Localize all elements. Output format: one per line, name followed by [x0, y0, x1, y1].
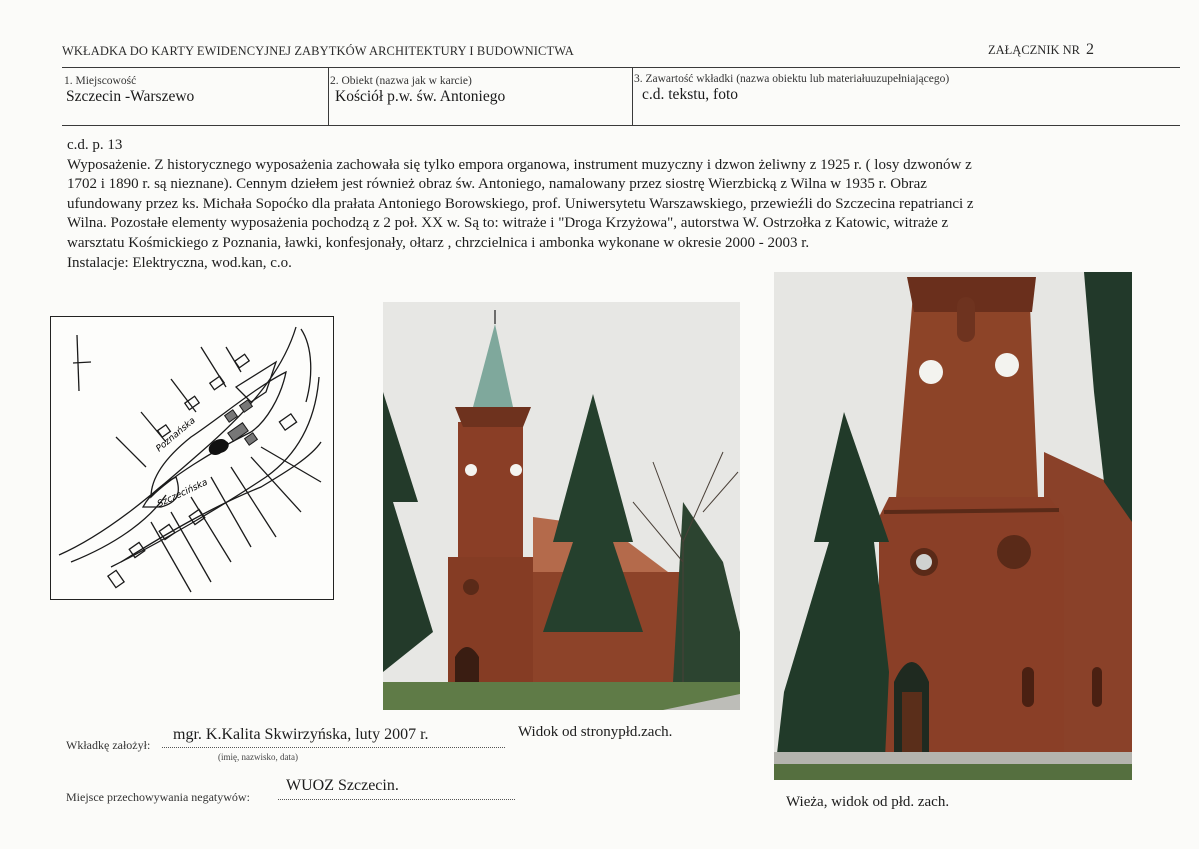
table-divider-1	[328, 68, 329, 125]
cell-object-value: Kościół p.w. św. Antoniego	[335, 88, 506, 105]
cell-contents-value: c.d. tekstu, foto	[642, 86, 738, 103]
cell-locality-value: Szczecin -Warszewo	[66, 88, 195, 105]
map-drawing	[51, 317, 333, 599]
location-map-sketch	[50, 316, 334, 600]
author-label: Wkładkę założył:	[66, 738, 151, 752]
storage-value: WUOZ Szczecin.	[286, 777, 399, 794]
author-value: mgr. K.Kalita Skwirzyńska, luty 2007 r.	[173, 726, 429, 743]
cell-locality-label: 1. Miejscowość	[64, 75, 137, 87]
text-line: warsztatu Kośmickiego z Poznania, ławki, konfesjonały, ołtarz , chrzcielnica i ambonka wykonane w okresie 2000 - 2003 r.	[67, 234, 810, 251]
table-top-border	[62, 67, 1180, 68]
cell-contents	[634, 73, 949, 104]
annex-label-text: ZAŁĄCZNIK NR	[988, 43, 1081, 57]
table-bottom-border	[62, 125, 1180, 126]
photo-1-caption: Widok od stronypłd.zach.	[518, 724, 673, 740]
annex-number: 2	[1086, 41, 1095, 58]
text-line: 1702 i 1890 r. są nieznane). Cennym dziełem jest również obraz św. Antoniego, namalowany przez siostrę Wierzbicką z Wilna w 1935 r. Obraz	[67, 176, 927, 193]
church-marker	[209, 439, 229, 455]
photo-2-caption: Wieża, widok od płd. zach.	[786, 794, 950, 810]
cell-object-label: 2. Obiekt (nazwa jak w karcie)	[330, 75, 472, 87]
text-line: Instalacje: Elektryczna, wod.kan, c.o.	[67, 254, 292, 271]
annex-label	[988, 41, 1094, 59]
photo-church-southwest-view	[383, 302, 740, 710]
document-title: WKŁADKA DO KARTY EWIDENCYJNEJ ZABYTKÓW ARCHITEKTURY I BUDOWNICTWA	[62, 44, 574, 58]
text-line: ufundowany przez ks. Michała Sopoćko dla prałata Antoniego Borowskiego, prof. Uniwersytetu Warszawskiego, przewieźli do Szczecina repatrianci z	[67, 195, 974, 212]
text-line: Wyposażenie. Z historycznego wyposażenia zachowała się tylko empora organowa, instrument muzyczny i dzwon żeliwny z 1925 r. ( losy dzwonów z	[67, 156, 972, 173]
map-label-szczecinska: Szczecińska	[156, 477, 210, 510]
map-label-poznanska: Poznańska	[154, 415, 198, 455]
cell-object	[330, 75, 505, 106]
text-line: c.d. p. 13	[67, 137, 123, 153]
description-text	[67, 136, 1147, 273]
photo-tower-southwest-view	[774, 272, 1132, 780]
storage-label: Miejsce przechowywania negatywów:	[66, 790, 250, 804]
author-hint: (imię, nazwisko, data)	[218, 752, 298, 762]
cell-locality	[64, 75, 194, 106]
table-divider-2	[632, 68, 633, 125]
text-line: Wilna. Pozostałe elementy wyposażenia pochodzą z 2 poł. XX w. Są to: witraże i "Droga Krzyżowa", autorstwa W. Ostrzołka z Katowic, witraże z	[67, 215, 949, 232]
cell-contents-label: 3. Zawartość wkładki (nazwa obiektu lub materiałuuzupełniającego)	[634, 73, 950, 85]
